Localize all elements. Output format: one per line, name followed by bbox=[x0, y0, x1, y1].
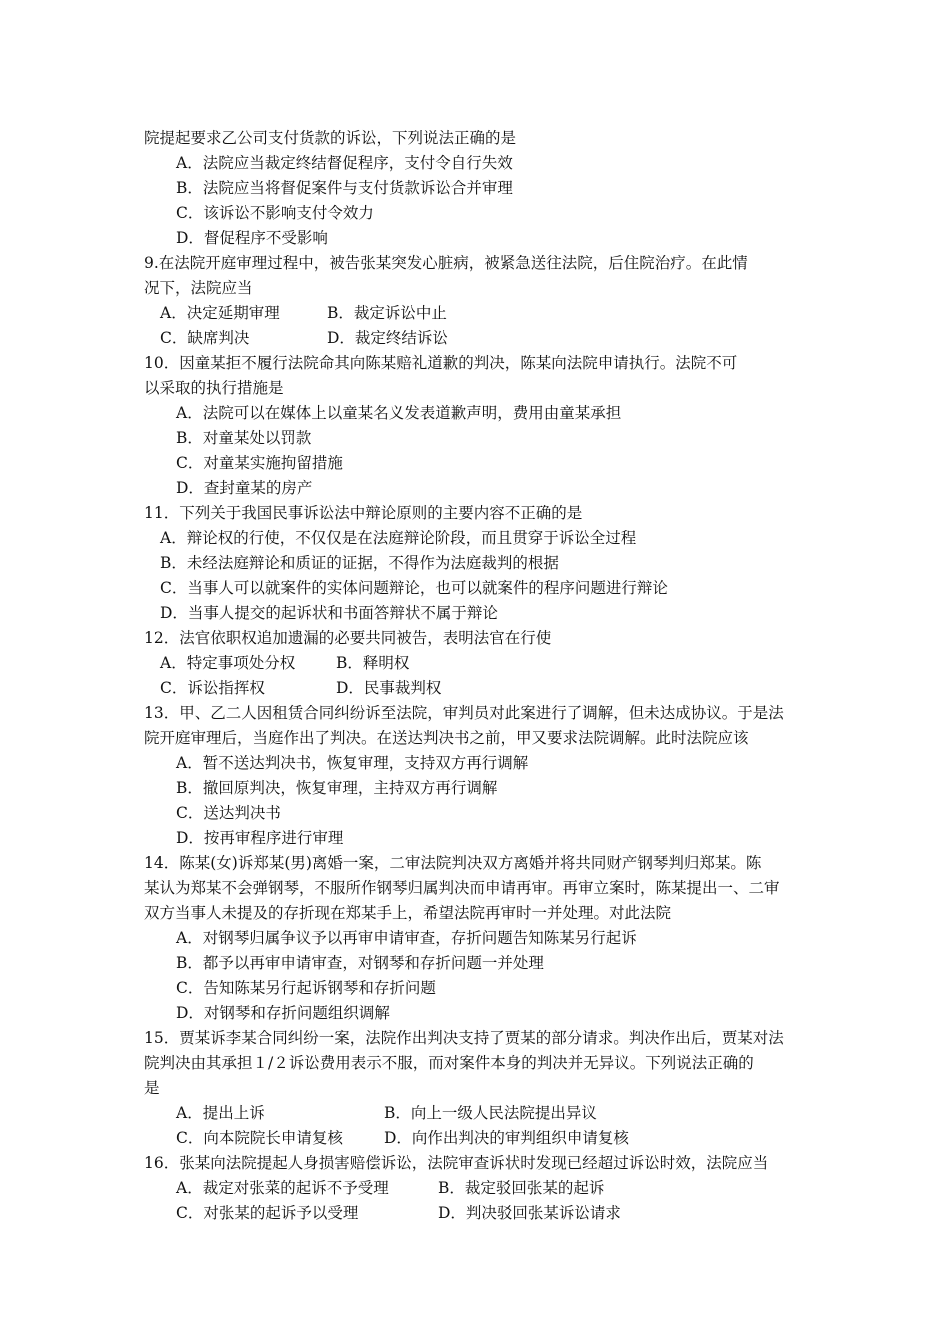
q15-option-c: C．向本院院长申请复核 bbox=[176, 1129, 343, 1147]
q12-option-b: B．释明权 bbox=[336, 654, 410, 672]
q9-option-c: C．缺席判决 bbox=[160, 329, 250, 347]
q13-option-b: B．撤回原判决，恢复审理，主持双方再行调解 bbox=[176, 779, 498, 797]
q10-option-a: A．法院可以在媒体上以童某名义发表道歉声明，费用由童某承担 bbox=[176, 404, 622, 422]
q9-stem-cont: 况下，法院应当 bbox=[144, 279, 253, 297]
q15-option-d: D．向作出判决的审判组织申请复核 bbox=[384, 1129, 629, 1147]
q16-option-c: C．对张某的起诉予以受理 bbox=[176, 1204, 359, 1222]
q16-option-a: A．裁定对张菜的起诉不予受理 bbox=[176, 1179, 389, 1197]
q16-stem: 16．张某向法院提起人身损害赔偿诉讼，法院审查诉状时发现已经超过诉讼时效，法院应当 bbox=[144, 1154, 769, 1172]
q10-stem: 10．因童某拒不履行法院命其向陈某赔礼道歉的判决，陈某向法院申请执行。法院不可 bbox=[144, 354, 738, 372]
q9-option-b: B．裁定诉讼中止 bbox=[327, 304, 447, 322]
q8-option-b: B．法院应当将督促案件与支付货款诉讼合并审理 bbox=[176, 179, 513, 197]
q9-stem: 9.在法院开庭审理过程中，被告张某突发心脏病，被紧急送往法院，后住院治疗。在此情 bbox=[144, 254, 748, 272]
q14-option-d: D．对钢琴和存折问题组织调解 bbox=[176, 1004, 390, 1022]
q12-option-a: A．特定事项处分权 bbox=[160, 654, 296, 672]
q10-option-d: D．查封童某的房产 bbox=[176, 479, 313, 497]
q8-stem-cont: 院提起要求乙公司支付货款的诉讼，下列说法正确的是 bbox=[144, 129, 517, 147]
q12-option-d: D．民事裁判权 bbox=[336, 679, 442, 697]
q13-option-c: C．送达判决书 bbox=[176, 804, 281, 822]
q13-stem-cont: 院开庭审理后，当庭作出了判决。在送达判决书之前，甲又要求法院调解。此时法院应该 bbox=[144, 729, 749, 747]
q9-option-d: D．裁定终结诉讼 bbox=[327, 329, 448, 347]
q15-option-a: A．提出上诉 bbox=[176, 1104, 265, 1122]
q9-option-a: A．决定延期审理 bbox=[160, 304, 280, 322]
q13-option-a: A．暂不送达判决书，恢复审理，支持双方再行调解 bbox=[176, 754, 529, 772]
q11-option-b: B．未经法庭辩论和质证的证据，不得作为法庭裁判的根据 bbox=[160, 554, 559, 572]
q15-stem-cont-2: 是 bbox=[144, 1079, 160, 1097]
q13-option-d: D．按再审程序进行审理 bbox=[176, 829, 344, 847]
q10-stem-cont: 以采取的执行措施是 bbox=[144, 379, 284, 397]
q13-stem: 13．甲、乙二人因租赁合同纠纷诉至法院，审判员对此案进行了调解，但未达成协议。于是法 bbox=[144, 704, 784, 722]
q15-stem: 15．贾某诉李某合同纠纷一案，法院作出判决支持了贾某的部分请求。判决作出后，贾某对法 bbox=[144, 1029, 784, 1047]
q12-option-c: C．诉讼指挥权 bbox=[160, 679, 265, 697]
q14-option-c: C．告知陈某另行起诉钢琴和存折问题 bbox=[176, 979, 436, 997]
q16-option-b: B．裁定驳回张某的起诉 bbox=[438, 1179, 605, 1197]
q10-option-b: B．对童某处以罚款 bbox=[176, 429, 312, 447]
q11-option-d: D．当事人提交的起诉状和书面答辩状不属于辩论 bbox=[160, 604, 498, 622]
q14-stem-cont-1: 某认为郑某不会弹钢琴，不服所作钢琴归属判决而申请再审。再审立案时，陈某提出一、二审 bbox=[144, 879, 780, 897]
q16-option-d: D．判决驳回张某诉讼请求 bbox=[438, 1204, 621, 1222]
q15-stem-cont-1: 院判决由其承担１/２诉讼费用表示不服，而对案件本身的判决并无异议。下列说法正确的 bbox=[144, 1054, 754, 1072]
q11-option-c: C．当事人可以就案件的实体问题辩论，也可以就案件的程序问题进行辩论 bbox=[160, 579, 668, 597]
q11-stem: 11．下列关于我国民事诉讼法中辩论原则的主要内容不正确的是 bbox=[144, 504, 583, 522]
q14-option-a: A．对钢琴归属争议予以再审申请审查，存折问题告知陈某另行起诉 bbox=[176, 929, 637, 947]
q12-stem: 12．法官依职权追加遗漏的必要共同被告，表明法官在行使 bbox=[144, 629, 552, 647]
q8-option-c: C．该诉讼不影响支付令效力 bbox=[176, 204, 374, 222]
q14-stem: 14．陈某(女)诉郑某(男)离婚一案，二审法院判决双方离婚并将共同财产钢琴判归郑某。陈 bbox=[144, 854, 762, 872]
q11-option-a: A．辩论权的行使，不仅仅是在法庭辩论阶段，而且贯穿于诉讼全过程 bbox=[160, 529, 637, 547]
q15-option-b: B．向上一级人民法院提出异议 bbox=[384, 1104, 597, 1122]
q8-option-a: A．法院应当裁定终结督促程序，支付令自行失效 bbox=[176, 154, 513, 172]
q14-stem-cont-2: 双方当事人未提及的存折现在郑某手上，希望法院再审时一并处理。对此法院 bbox=[144, 904, 672, 922]
q8-option-d: D．督促程序不受影响 bbox=[176, 229, 328, 247]
q14-option-b: B．都予以再审申请审查，对钢琴和存折问题一并处理 bbox=[176, 954, 544, 972]
q10-option-c: C．对童某实施拘留措施 bbox=[176, 454, 343, 472]
